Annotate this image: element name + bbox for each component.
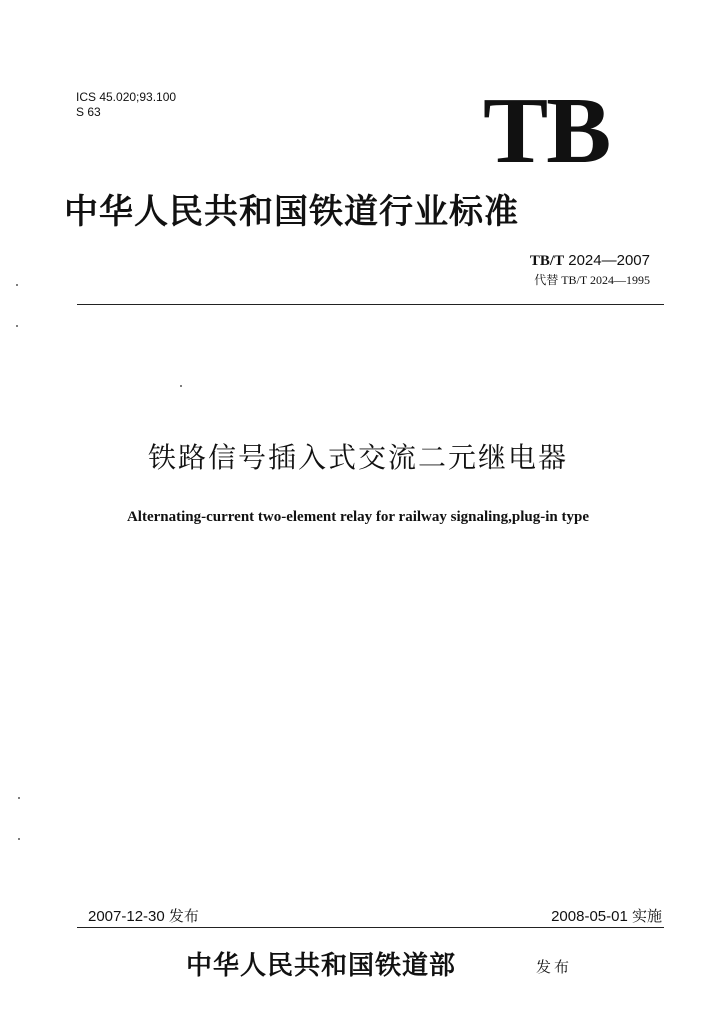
scan-speck (18, 838, 20, 840)
tb-logo: TB (483, 79, 610, 183)
footer-divider (77, 927, 664, 928)
standard-type-heading: 中华人民共和国铁道行业标准 (64, 192, 519, 232)
document-title-english: Alternating-current two-element relay for railway signaling,plug-in type (126, 509, 590, 525)
scan-speck (16, 284, 18, 286)
classification-block (76, 90, 176, 120)
ccs-code: S 63 (76, 105, 101, 119)
standard-number (530, 252, 650, 270)
publisher-suffix: 发布 (536, 958, 573, 976)
document-title-chinese: 铁路信号插入式交流二元继电器 (147, 441, 568, 474)
replaces-note: 代替 TB/T 2024—1995 (534, 273, 650, 287)
issue-date: 2007-12-30 发布 (88, 908, 199, 925)
scan-speck (16, 325, 18, 327)
standard-number-value: 2024—2007 (568, 252, 650, 269)
implementation-date: 2008-05-01 实施 (551, 908, 662, 925)
standard-number-prefix: TB/T (529, 253, 565, 269)
scan-speck (180, 385, 182, 387)
ics-code: ICS 45.020;93.100 (76, 90, 177, 104)
publisher-name: 中华人民共和国铁道部 (186, 951, 457, 981)
scan-speck (18, 797, 20, 799)
header-divider (77, 304, 664, 305)
